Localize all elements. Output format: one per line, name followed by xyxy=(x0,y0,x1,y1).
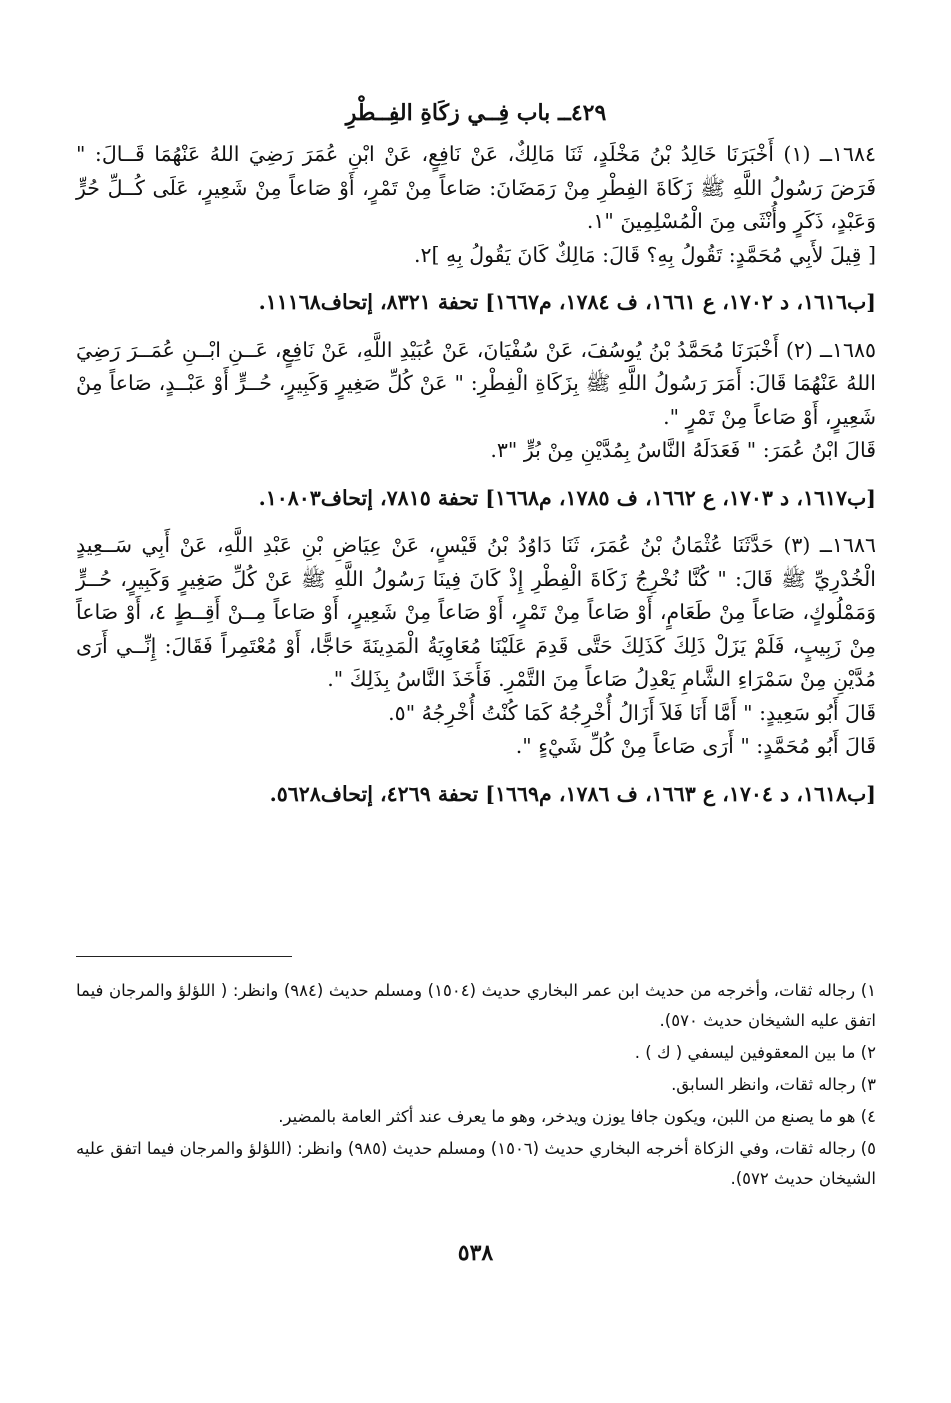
footnote-1: ١) رجاله ثقات، وأخرجه من حديث ابن عمر البخاري حديث (١٥٠٤) ومسلم حديث (٩٨٤) وانظر: ( اللؤلؤ والمرجان فيما اتفق عليه الشيخان حديث ٥٧٠). xyxy=(76,981,877,1030)
footnote-4: ٤) هو ما يصنع من اللبن، ويكون جافا يوزن ويدخر، وهو ما يعرف عند أكثر العامة بالمضير. xyxy=(278,1107,876,1126)
footnotes xyxy=(76,976,876,1196)
footnote-divider xyxy=(76,956,292,957)
hadith-1686-ref: [ب١٦١٨، د ١٧٠٤، ع ١٦٦٣، ف ١٧٨٦، م١٦٦٩] تحفة ٤٢٦٩، إتحاف٥٦٢٨. xyxy=(269,781,876,806)
hadith-1686-note-2: قَالَ أَبُو مُحَمَّدٍ: " أَرَى صَاعاً مِنْ كُلِّ شَيْءٍ ". xyxy=(515,734,876,758)
hadith-1685-ref: [ب١٦١٧، د ١٧٠٣، ع ١٦٦٢، ف ١٧٨٥، م١٦٦٨] تحفة ٧٨١٥، إتحاف١٠٨٠٣. xyxy=(258,485,876,510)
page-body xyxy=(76,98,876,811)
footnote-5: ٥) رجاله ثقات، وفي الزكاة أخرجه البخاري حديث (١٥٠٦) ومسلم حديث (٩٨٥) وانظر: (اللؤلؤ والمرجان فيما اتفق عليه الشيخان حديث ٥٧٢). xyxy=(76,1139,876,1188)
hadith-1684-note: [ قِيلَ لأَبِي مُحَمَّدٍ: تَقُولُ بِهِ؟ قَالَ: مَالِكٌ كَانَ يَقُولُ بِهِ ]٢. xyxy=(413,242,876,267)
footnote-3: ٣) رجاله ثقات، وانظر السابق. xyxy=(671,1075,876,1094)
hadith-1685: ١٦٨٥ــ (٢) أَخْبَرَنَا مُحَمَّدُ بْنُ يُوسُفَ، عَنْ سُفْيَانَ، عَنْ عُبَيْدِ اللَّهِ، عَنْ نَافِعٍ، عَــنِ ابْــنِ عُمَــرَ رَضِيَ اللهُ عَنْهُمَا قَالَ: أَمَرَ رَسُولُ اللَّهِ ﷺ بِزَكَاةِ الْفِطْرِ: " عَنْ كُلِّ صَغِيرٍ وَكَبِيرٍ، حُــرٍّ أَوْ عَبْــدٍ، صَاعاً مِنْ شَعِيرٍ، أَوْ صَاعاً مِنْ تَمْرٍ ". xyxy=(76,337,877,429)
main-text xyxy=(76,138,876,811)
hadith-1686: ١٦٨٦ــ (٣) حَدَّثَنَا عُثْمَانُ بْنُ عُمَرَ، ثَنَا دَاوُدُ بْنُ قَيْسٍ، عَنْ عِيَاضِ بْنِ عَبْدِ اللَّهِ، عَنْ أَبِي سَــعِيدٍ الْخُدْرِيِّ ﷺ قَالَ: " كُنَّا نُخْرِجُ زَكَاةَ الْفِطْرِ إِذْ كَانَ فِينَا رَسُولُ اللَّهِ ﷺ عَنْ كُلِّ صَغِيرٍ وَكَبِيرٍ، حُــرٍّ وَمَمْلُوكٍ، صَاعاً مِنْ طَعَامٍ، أَوْ صَاعاً مِنْ تَمْرٍ، أَوْ صَاعاً مِنْ شَعِيرٍ، أَوْ صَاعاً مِــنْ أَقِــطٍ ٤، أَوْ صَاعاً مِنْ زَبِيبٍ، فَلَمْ يَزَلْ ذَلِكَ كَذَلِكَ حَتَّى قَدِمَ عَلَيْنَا مُعَاوِيَةُ الْمَدِينَةَ حَاجًّا، أَوْ مُعْتَمِراً فَقَالَ: إِنِّــي أَرَى مُدَّيْنِ مِنْ سَمْرَاءِ الشَّامِ يَعْدِلُ صَاعاً مِنَ التَّمْرِ. فَأَخَذَ النَّاسُ بِذَلِكَ ". xyxy=(76,533,876,691)
page-number: ٥٣٨ xyxy=(457,1240,494,1266)
hadith-1684: ١٦٨٤ــ (١) أَخْبَرَنَا خَالِدُ بْنُ مَخْلَدٍ، ثَنَا مَالِكٌ، عَنْ نَافِعٍ، عَنْ ابْنِ عُمَرَ رَضِيَ اللهُ عَنْهُمَا قَــالَ: " فَرَضَ رَسُولُ اللَّهِ ﷺ زَكَاةَ الفِطْرِ مِنْ رَمَضَانَ: صَاعاً مِنْ تَمْرٍ، أَوْ صَاعاً مِنْ شَعِيرٍ، عَلَى كُــلِّ حُرٍّ وَعَبْدٍ، ذَكَرٍ وأُنْثَى مِنَ الْمُسْلِمِينَ "١. xyxy=(76,142,876,233)
hadith-1684-ref: [ب١٦١٦، د ١٧٠٢، ع ١٦٦١، ف ١٧٨٤، م١٦٦٧] تحفة ٨٣٢١، إتحاف١١١٦٨. xyxy=(258,290,876,314)
chapter-title: ٤٢٩ــ باب فِــي زكَاةِ الفِــطْرِ xyxy=(345,100,607,126)
hadith-1685-note: قَالَ ابْنُ عُمَرَ: " فَعَدَلَهُ النَّاسُ بِمُدَّيْنِ مِنْ بُرٍّ "٣. xyxy=(490,438,876,462)
hadith-1686-note: قَالَ أَبُو سَعِيدٍ: " أَمَّا أَنَا فَلاَ أَزَالُ أُخْرِجُهُ كَمَا كُنْتُ أُخْرِجُهُ "٥. xyxy=(388,700,876,725)
footnote-2: ٢) ما بين المعقوفين ليسفي ( ك ) . xyxy=(634,1043,876,1062)
